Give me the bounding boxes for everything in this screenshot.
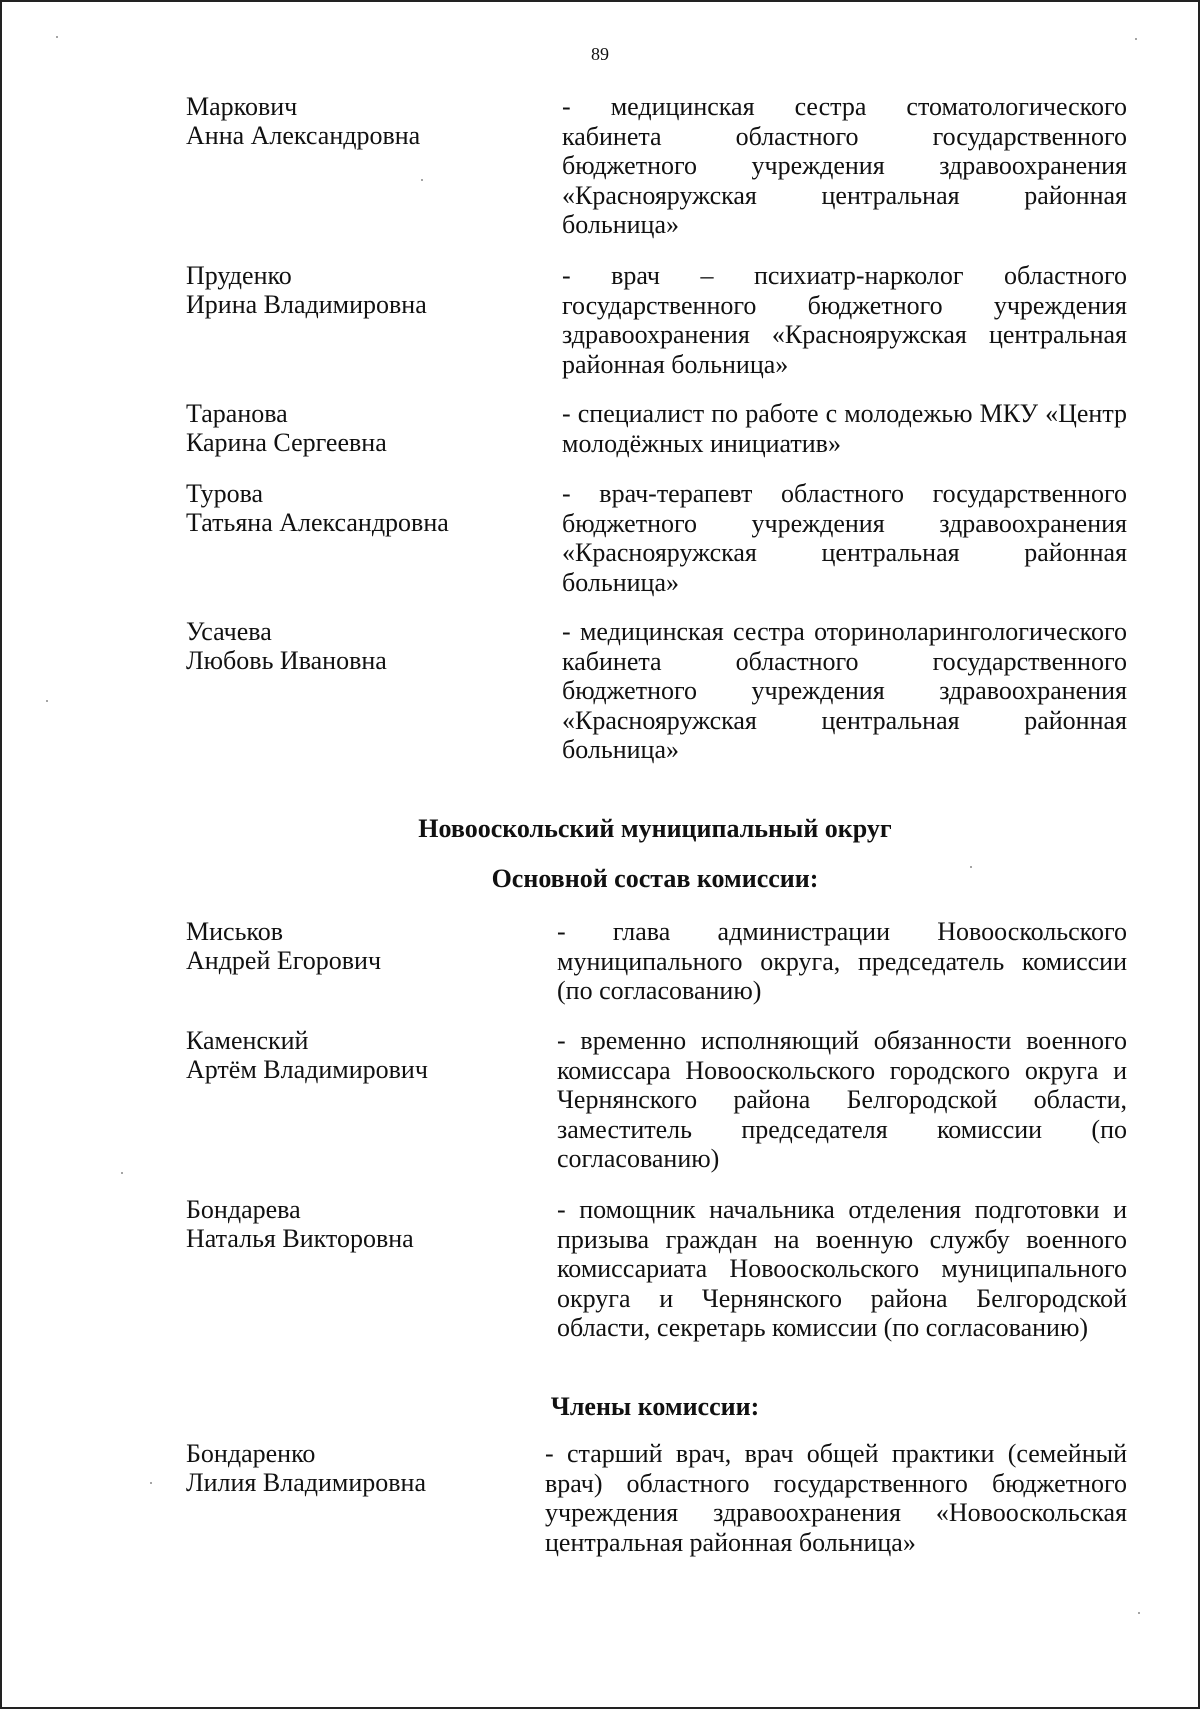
person-role: - специалист по работе с молодежью МКУ «Центр молодёжных инициатив» [562, 399, 1127, 458]
given-names: Татьяна Александровна [186, 508, 449, 537]
person-role: - врач-терапевт областного государственного бюджетного учреждения здравоохранения «Краснояружская центральная районная больница» [562, 479, 1127, 597]
given-names: Ирина Владимировна [186, 290, 427, 319]
scan-speck [970, 866, 972, 868]
surname: Турова [186, 479, 264, 508]
scan-speck [46, 700, 48, 702]
scan-speck [56, 36, 58, 38]
given-names: Любовь Ивановна [186, 646, 387, 675]
surname: Маркович [186, 92, 298, 121]
main-composition-heading: Основной состав комиссии: [491, 864, 819, 893]
person-role: - врач – психиатр-нарколог областного государственного бюджетного учреждения здравоохранения «Краснояружская центральная районная больница» [562, 261, 1127, 379]
members-heading: Члены комиссии: [550, 1392, 760, 1421]
surname: Миськов [186, 917, 284, 946]
scan-speck [121, 1172, 123, 1174]
person-name [186, 479, 506, 537]
surname: Каменский [186, 1026, 309, 1055]
person-role: - медицинская сестра стоматологического кабинета областного государственного бюджетного учреждения здравоохранения «Краснояружская центральная районная больница» [562, 92, 1127, 239]
page-number: 89 [591, 44, 609, 64]
person-name [186, 92, 506, 150]
person-name [186, 917, 506, 975]
district-heading: Новооскольский муниципальный округ [418, 814, 892, 843]
person-role: - медицинская сестра оториноларингологического кабинета областного государственного бюджетного учреждения здравоохранения «Краснояружская центральная районная больница» [562, 617, 1127, 764]
person-role: - помощник начальника отделения подготовки и призыва граждан на военную службу военного комиссариата Новооскольского муниципального округа и Чернянского района Белгородской области, секретарь комиссии (по согласованию) [557, 1195, 1127, 1342]
person-role: - глава администрации Новооскольского муниципального округа, председатель комиссии (по согласованию) [557, 917, 1127, 1005]
person-name [186, 617, 506, 675]
person-name [186, 399, 506, 457]
given-names: Анна Александровна [186, 121, 421, 150]
given-names: Лилия Владимировна [186, 1468, 426, 1497]
scan-speck [150, 1482, 152, 1484]
person-role: - временно исполняющий обязанности военного комиссара Новооскольского городского округа и Чернянского района Белгородской области, заместитель председателя комиссии (по согласованию) [557, 1026, 1127, 1173]
given-names: Наталья Викторовна [186, 1224, 414, 1253]
given-names: Артём Владимирович [186, 1055, 428, 1084]
scan-speck [421, 179, 423, 181]
person-name [186, 1026, 506, 1084]
person-role: - старший врач, врач общей практики (семейный врач) областного государственного бюджетного учреждения здравоохранения «Новооскольская центральная районная больница» [545, 1439, 1127, 1557]
scan-speck [1138, 1612, 1140, 1614]
scan-speck [1135, 38, 1137, 40]
person-name [186, 1439, 506, 1497]
person-name [186, 261, 506, 319]
surname: Бондарева [186, 1195, 301, 1224]
given-names: Андрей Егорович [186, 946, 382, 975]
surname: Таранова [186, 399, 288, 428]
surname: Бондаренко [186, 1439, 316, 1468]
surname: Усачева [186, 617, 272, 646]
person-name [186, 1195, 506, 1253]
surname: Пруденко [186, 261, 292, 290]
given-names: Карина Сергеевна [186, 428, 387, 457]
